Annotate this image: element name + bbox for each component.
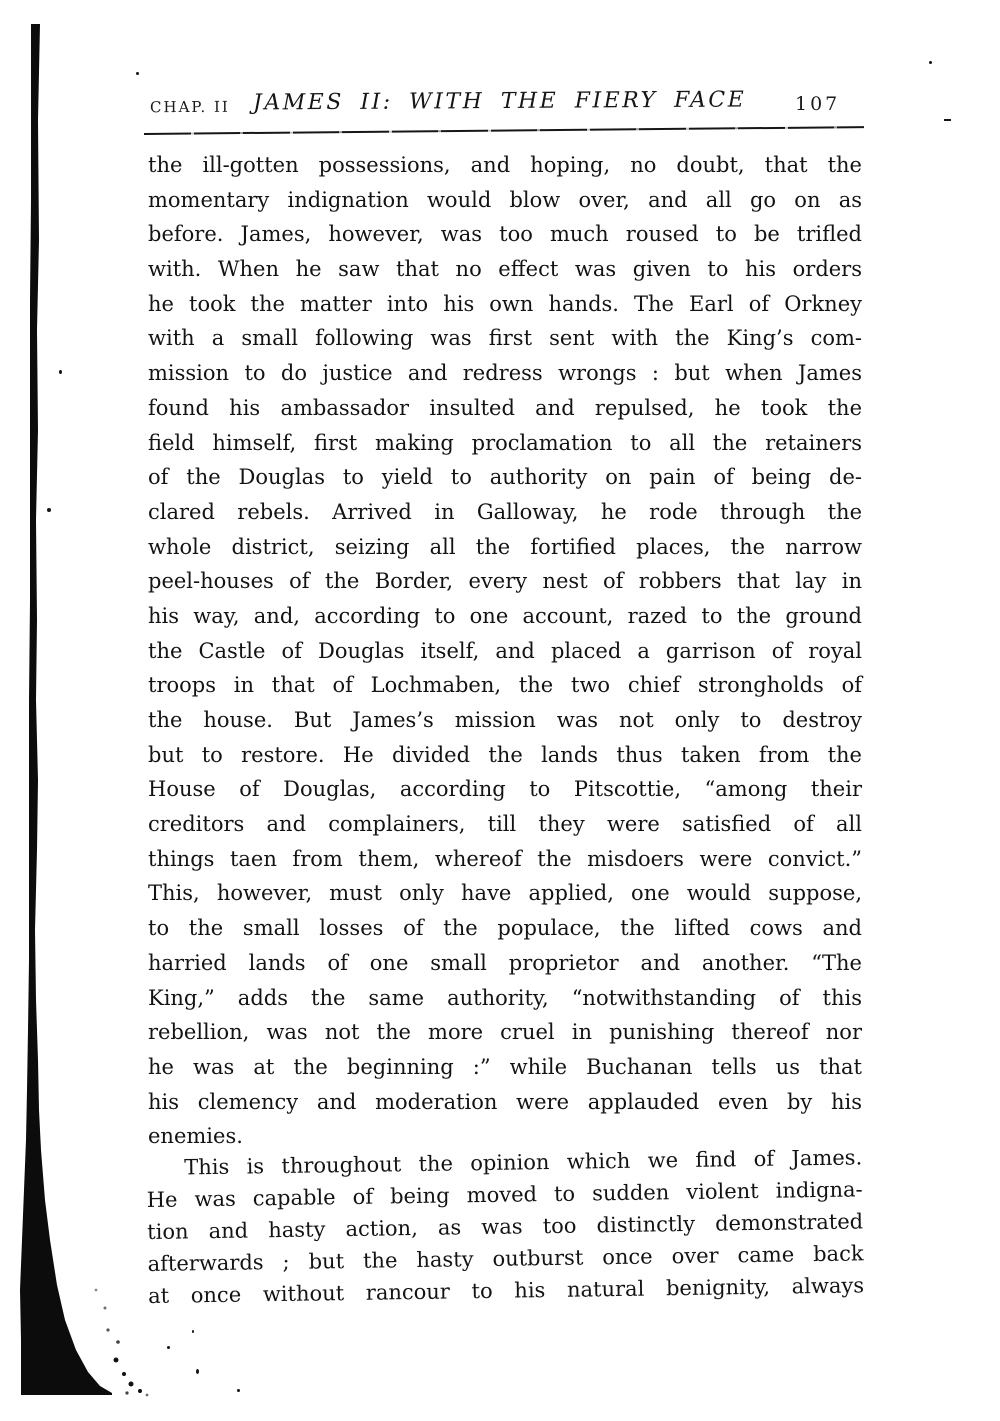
text-line: This, however, must only have applied, one would suppose, [148,881,862,906]
ink-speck [196,1369,199,1374]
text-line: creditors and complainers, till they were satisfied of all [148,812,862,837]
text-line: House of Douglas, according to Pitscottie, “among their [148,777,862,802]
text-line: This is throughout the opinion which we find of James. [184,1145,863,1180]
text-line: things taen from them, whereof the misdoers were convict.” [148,846,862,871]
ink-speck [237,1389,240,1392]
text-line: clared rebels. Arrived in Galloway, he rode through the [148,499,862,524]
text-line: King,” adds the same authority, “notwithstanding of this [148,985,862,1010]
text-line: found his ambassador insulted and repulsed, he took the [148,395,862,420]
text-line: tion and hasty action, as was too distinctly demonstrated [147,1209,864,1244]
text-line: He was capable of being moved to sudden violent indigna- [146,1177,863,1212]
text-line: but to restore. He divided the lands thus taken from the [148,742,862,767]
ink-speck [192,1330,194,1333]
text-line: at once without rancour to his natural benignity, always [147,1273,865,1308]
head-rule [144,126,864,135]
text-line: with. When he saw that no effect was given to his orders [148,257,862,282]
text-line: field himself, first making proclamation to all the retainers [148,430,862,455]
scan-binding-artifact [0,0,170,1421]
text-line: the house. But James’s mission was not only to destroy [148,708,862,732]
text-line: the ill-gotten possessions, and hoping, no doubt, that the [148,153,862,177]
paragraph [148,148,862,1154]
text-line: to the small losses of the populace, the lifted cows and [148,916,862,941]
ink-speck [167,1346,170,1349]
text-line: whole district, seizing all the fortified places, the narrow [148,534,862,559]
text-line: the Castle of Douglas itself, and placed a garrison of royal [148,638,862,663]
ink-speck [47,508,51,512]
chapter-label: CHAP. II [149,97,230,117]
text-block [146,148,865,1308]
text-line: harried lands of one small proprietor and another. “The [148,950,862,975]
paragraph [146,1141,864,1312]
text-line: his way, and, according to one account, razed to the ground [148,603,862,628]
text-line: rebellion, was not the more cruel in punishing thereof nor [148,1020,862,1045]
text-line: of the Douglas to yield to authority on pain of being de- [148,465,862,490]
text-line: he was at the beginning :” while Buchanan tells us that [148,1054,862,1079]
text-line: enemies. [148,1124,243,1149]
ink-speck [59,370,62,374]
text-line: mission to do justice and redress wrongs : but when James [148,361,862,386]
text-line: troops in that of Lochmaben, the two chief strongholds of [148,673,862,698]
text-line: peel-houses of the Border, every nest of robbers that lay in [148,569,862,594]
page-title: JAMES II: WITH THE FIERY FACE [252,87,747,116]
text-line: he took the matter into his own hands. The Earl of Orkney [148,291,862,316]
text-line: momentary indignation would blow over, and all go on as [148,187,862,212]
page-number: 107 [795,93,841,115]
running-head [0,0,1000,150]
text-line: his clemency and moderation were applauded even by his [148,1089,862,1114]
text-line: with a small following was first sent with the King’s com- [148,326,862,351]
text-line: afterwards ; but the hasty outburst once over came back [147,1241,864,1276]
text-line: before. James, however, was too much roused to be trifled [148,222,862,247]
